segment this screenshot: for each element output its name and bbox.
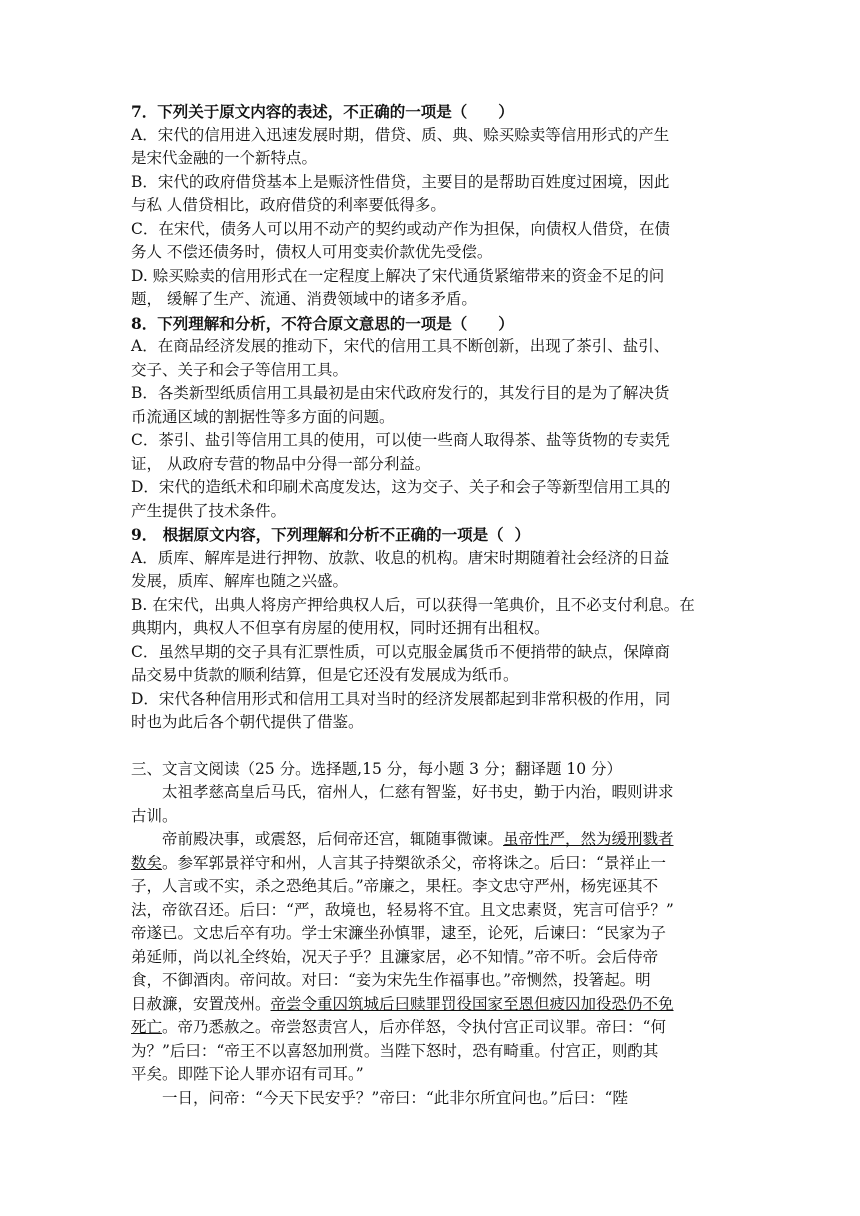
question-list [131,100,731,735]
answer-option-line: 品交易中货款的顺利结算，但是它还没有发展成为纸币。 [131,666,519,684]
spacer [131,735,731,758]
underlined-sentence: 虽帝性严，然为缓刑戮者 [503,830,674,848]
answer-option-line: 证， 从政府专营的物品中分得一部分利益。 [131,454,431,473]
answer-option-line: 题， 缓解了生产、流通、消费领域中的诸多矛盾。 [131,290,477,308]
answer-option-line: 产生提供了技术条件。 [131,501,287,520]
answer-option-line: D．宋代各种信用形式和信用工具对当时的经济发展都起到非常积极的作用，同 [131,689,671,708]
answer-option-line: A．在商品经济发展的推动下，宋代的信用工具不断创新，出现了茶引、盐引、 [131,337,670,355]
answer-option-line: B．宋代的政府借贷基本上是赈济性借贷，主要目的是帮助百姓度过困境，因此 [131,172,670,191]
passage-line: 古训。 [131,806,178,825]
passage-line: 帝遂已。文忠后卒有功。学士宋濂坐孙慎罪，逮至，论死，后谏曰：“民家为子 [131,924,666,942]
answer-option-line: B．各类新型纸质信用工具最初是由宋代政府发行的，其发行目的是为了解决货 [131,384,670,402]
answer-option-line: A．宋代的信用进入迅速发展时期，借贷、质、典、赊买赊卖等信用形式的产生 [131,125,670,144]
passage-line [131,993,731,1017]
passage-text: 帝前殿决事，或震怒，后伺帝还宫，辄随事微谏。 [162,830,504,848]
answer-option-line: 务人 不偿还债务时，债权人可用变卖价款优先受偿。 [131,243,493,261]
passage-line: 一日，问帝：“今天下民安乎？”帝曰：“此非尔所宜问也。”后曰：“陛 [162,1088,628,1107]
document-page [131,100,731,1110]
passage-line: 食，不御酒肉。帝问故。对曰：“妾为宋先生作福事也。”帝恻然，投箸起。明 [131,971,651,989]
answer-option-line: C．在宋代，债务人可以用不动产的契约或动产作为担保，向债权人借贷，在债 [131,219,670,238]
answer-option-line: 交子、关子和会子等信用工具。 [131,360,349,379]
answer-option-line: 与私 人借贷相比，政府借贷的利率要低得多。 [131,196,446,214]
question-stem: 7．下列关于原文内容的表述，不正确的一项是（ ） [131,102,514,121]
passage-line [131,828,731,852]
passage-line: 太祖孝慈高皇后马氏，宿州人，仁慈有智鉴，好书史，勤于内治，暇则讲求 [162,783,674,801]
passage-line: 弟延师，尚以礼全终始，况天子乎？且濂家居，必不知情。”帝不听。会后侍帝 [131,947,659,966]
passage-line [131,1016,731,1040]
classical-reading-section [131,758,731,1111]
answer-option-line: D．宋代的造纸术和印刷术高度发达，这为交子、关子和会子等新型信用工具的 [131,478,671,496]
underlined-sentence: 帝尝令重囚筑城后曰赎罪罚役国家至恩但疲囚加役恐仍不免 [270,994,674,1013]
underlined-sentence: 死亡 [131,1018,163,1036]
passage-line: 为？”后曰：“帝王不以喜怒加刑赏。当陛下怒时，恐有畸重。付宫正，则酌其 [131,1041,659,1060]
answer-option-line: 币流通区域的割据性等多方面的问题。 [131,407,395,426]
answer-option-line: A．质库、解库是进行押物、放款、收息的机构。唐宋时期随着社会经济的日益 [131,548,670,567]
answer-option-line: 发展，质库、解库也随之兴盛。 [131,572,349,590]
passage-line: 法，帝欲召还。后曰：“严，敌境也，轻易将不宜。且文忠素贤，宪言可信乎？” [131,900,674,919]
answer-option-line: 时也为此后各个朝代提供了借鉴。 [131,713,364,731]
answer-option-line: C．茶引、盐引等信用工具的使用，可以使一些商人取得茶、盐等货物的专卖凭 [131,431,670,449]
section-heading: 三、文言文阅读（25 分。选择题,15 分，每小题 3 分；翻译题 10 分） [131,759,623,778]
passage-line: 子，人言或不实，杀之恐绝其后。”帝廉之，果枉。李文忠守严州，杨宪诬其不 [131,877,659,895]
passage-text: 。帝乃悉赦之。帝尝怒责宫人，后亦佯怒，令执付宫正司议罪。帝曰：“何 [162,1018,666,1036]
question-stem: 9． 根据原文内容，下列理解和分析不正确的一项是（ ） [131,525,530,544]
answer-option-line: C．虽然早期的交子具有汇票性质，可以克服金属货币不便捎带的缺点，保障商 [131,642,670,661]
underlined-sentence: 数矣 [131,853,163,872]
passage-text: 。参军郭景祥守和州，人言其子持槊欲杀父，帝将诛之。后曰：“景祥止一 [162,853,666,872]
question-stem: 8．下列理解和分析，不符合原文意思的一项是（ ） [131,313,514,333]
answer-option-line: D. 赊买赊卖的信用形式在一定程度上解决了宋代通货紧缩带来的资金不足的问 [131,266,665,285]
answer-option-line: 是宋代金融的一个新特点。 [131,149,318,167]
answer-option-line: 典期内，典权人不但享有房屋的使用权，同时还拥有出租权。 [131,619,550,637]
passage-text: 日赦濂，安置茂州。 [131,994,271,1013]
passage-line [131,852,731,876]
answer-option-line: B. 在宋代，出典人将房产押给典权人后，可以获得一笔典价，且不必支付利息。在 [131,595,695,614]
passage-line: 平矣。即陛下论人罪亦诏有司耳。” [131,1065,364,1083]
